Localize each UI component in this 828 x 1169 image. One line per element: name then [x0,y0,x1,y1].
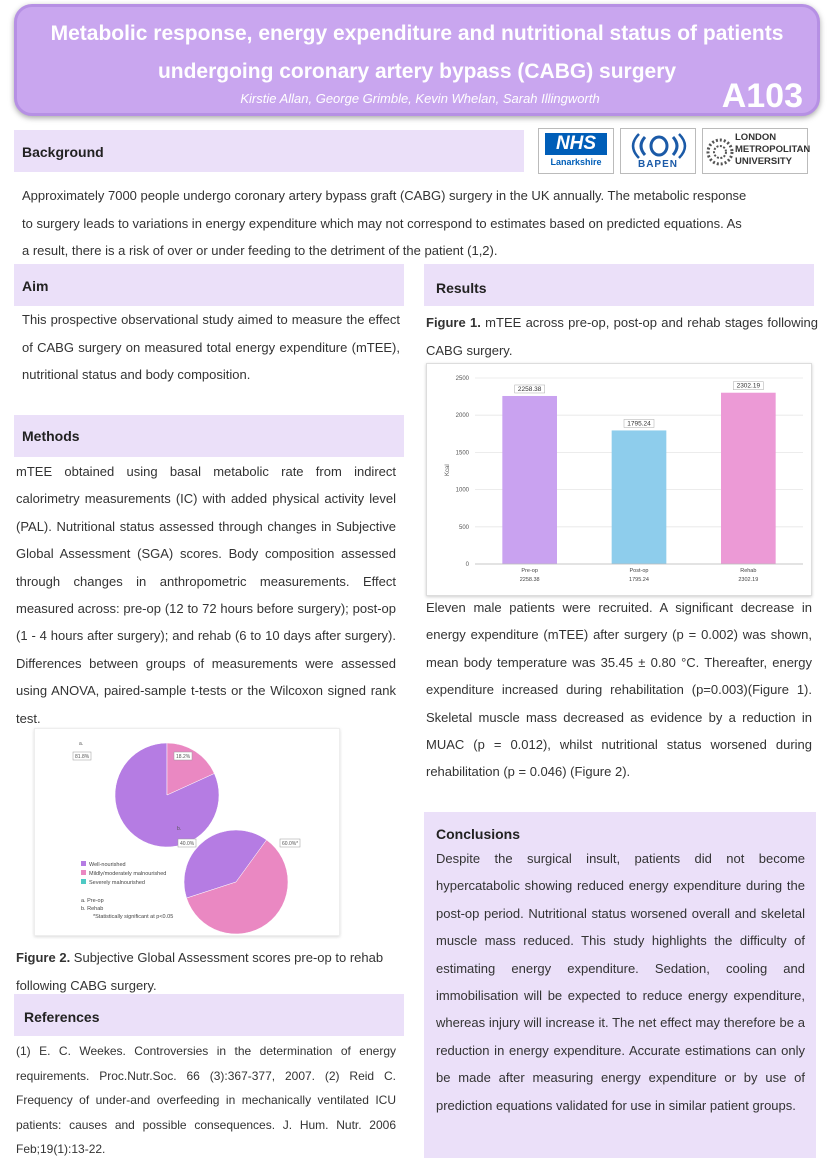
references-text: (1) E. C. Weekes. Controversies in the determination of energy requirements. Proc.Nutr.Soc. 66 (3):367-377, 2007. (2) Reid C. Frequency of under-and overfeeding in mechanically ventilated ICU patients: causes and possible consequences. J. Hum. Nutr. 2006 Feb;19(1):13-22. [16,1044,396,1157]
pie-b-mild-pct: 60.0%* [282,841,299,847]
legend-swatch-well [81,861,86,866]
note-pre-op: a. Pre-op [81,898,104,904]
bapen-text: BAPEN [637,159,678,170]
x-tick-value: 2302.19 [738,577,759,583]
bar-post-op [612,430,667,564]
nhs-logo-mark: NHS [545,133,607,155]
note-significance: *Statistically significant at p<0.05 [93,914,174,920]
figure-2-caption-text: Figure 2. Subjective Global Assessment scores pre-op to rehab following CABG surgery. [16,950,384,993]
aim-text: This prospective observational study aimed to measure the effect of CABG surgery on measured total energy expenditure (mTEE), nutritional status and body composition. [22,312,400,382]
nhs-logo [538,128,614,174]
legend-label-mild: Mildly/moderately malnourished [89,871,167,877]
aim-band [14,264,404,306]
x-tick-label: Pre-op [521,568,538,574]
poster-header [14,4,820,116]
y-tick-label: 500 [458,524,469,531]
london-met-line-1: LONDON [735,132,777,143]
pie-chart-pre-op [115,743,219,847]
poster-code: A103 [721,77,803,115]
bar-rehab [721,393,776,564]
figure-1-caption-text: Figure 1. mTEE across pre-op, post-op and rehab stages following CABG surgery. [426,315,819,358]
bar-chart-x-ticks [475,564,803,583]
pie-a-well-pct: 81.8% [75,754,90,760]
conclusions-text: Despite the surgical insult, patients did not become hypercatabolic showing reduced energy expenditure during the post-op period. Nutritional status worsened overall and skeletal muscle mass reduced. This study highlights the difficulty of estimating energy expenditure. Sedation, cooling and immobilisation will be expected to reduce energy expenditure, whereas injury will increase it. The net effect may therefore be a reduction in energy expenditure. Accurate estimations can only be made after measuring energy expenditure or by use of prediction equations validated for use in similar patient groups. [436,851,805,1113]
legend-label-well: Well-nourished [89,862,126,868]
aim-title: Aim [22,278,49,294]
methods-title: Methods [22,428,80,444]
title-line-2: undergoing coronary artery bypass (CABG) surgery [157,60,677,83]
note-rehab: b. Rehab [81,906,104,912]
x-tick-label: Rehab [740,568,757,574]
background-line: a result, there is a risk of over or under feeding to the detriment of the patient (1,2). [22,243,498,258]
legend-swatch-mild [81,870,86,875]
pie-chart-svg [35,729,341,937]
y-tick-label: 1000 [455,487,469,494]
methods-text: mTEE obtained using basal metabolic rate from indirect calorimetry measurements (IC) with added physical activity level (PAL). Nutritional status assessed through changes in Subjective Global Assessment (SGA) scores. Body composition assessed through changes in anthropometric measurements. Effect measured across: pre-op (12 to 72 hours before surgery); post-op (1 - 4 hours after surgery); and rehab (6 to 10 days after surgery). Differences between groups of measurements were assessed using ANOVA, paired-sample t-tests or the Wilcoxon signed rank test. [16,464,396,726]
value-label: 2258.38 [517,385,542,393]
legend-label-severe: Severely malnourished [89,880,145,886]
value-label: 2302.19 [736,382,761,390]
pie-a-mild-pct: 18.2% [176,754,191,760]
pie-chart-rehab [184,830,288,934]
figure-2-caption [16,944,396,999]
x-tick-value: 1795.24 [629,577,649,583]
references-title: References [24,1009,100,1025]
figure-1-bar-chart [426,363,812,596]
bar-chart-y-ticks [456,376,470,568]
results-title: Results [436,280,487,296]
background-line: to surgery leads to variations in energy expenditure which may not correspond to estimates based on predicted equations. As [22,215,742,231]
figure-1-caption [426,309,818,364]
y-tick-label: 1500 [455,450,469,457]
pie-b-label: b. [177,826,182,832]
nhs-logo-subtitle: Lanarkshire [550,157,602,167]
bar-chart-bars [502,393,775,564]
x-tick-value: 2258.38 [519,577,540,583]
bar-chart-y-label: Kcal [445,464,451,476]
y-tick-label: 2000 [455,413,469,420]
london-met-icon [706,132,736,172]
title-line-1: Metabolic response, energy expenditure and nutritional status of patients [50,22,784,45]
x-tick-label: Post-op [629,568,649,574]
value-label: 1795.24 [627,420,651,428]
london-met-text [735,132,810,168]
background-line: Approximately 7000 people undergo coronary artery bypass graft (CABG) surgery in the UK annually. The metabolic response [22,188,747,203]
figure-2-pie-charts [34,728,340,936]
legend-swatch-severe [81,879,86,884]
london-met-line-2: METROPOLITAN [735,144,811,155]
authors: Kirstie Allan, George Grimble, Kevin Whelan, Sarah Illingworth [240,91,600,106]
y-tick-label: 2500 [455,376,469,382]
poster-title [17,15,817,91]
results-text: Eleven male patients were recruited. A significant decrease in energy expenditure (mTEE) after surgery (p = 0.002) was shown, mean body temperature was 35.45 ± 0.80 °C. Thereafter, energy expenditure increased during rehabilitation (p=0.003)(Figure 1). Skeletal muscle mass decreased as evidence by a reduction in MUAC (p = 0.012), whilst nutritional status worsened during rehabilitation (p = 0.046) (Figure 2). [426,600,812,780]
pie-b-well-pct: 40.0% [180,841,195,847]
bar-chart-svg [427,364,813,597]
background-title: Background [22,144,104,160]
conclusions-title: Conclusions [436,826,521,842]
bar-pre-op [502,396,557,564]
london-met-line-3: UNIVERSITY [735,156,793,167]
bapen-icon [621,131,697,161]
bapen-logo [620,128,696,174]
london-met-logo [702,128,811,174]
y-tick-label: 0 [465,562,469,568]
pie-a-label: a. [79,741,84,747]
background-text [22,182,814,265]
